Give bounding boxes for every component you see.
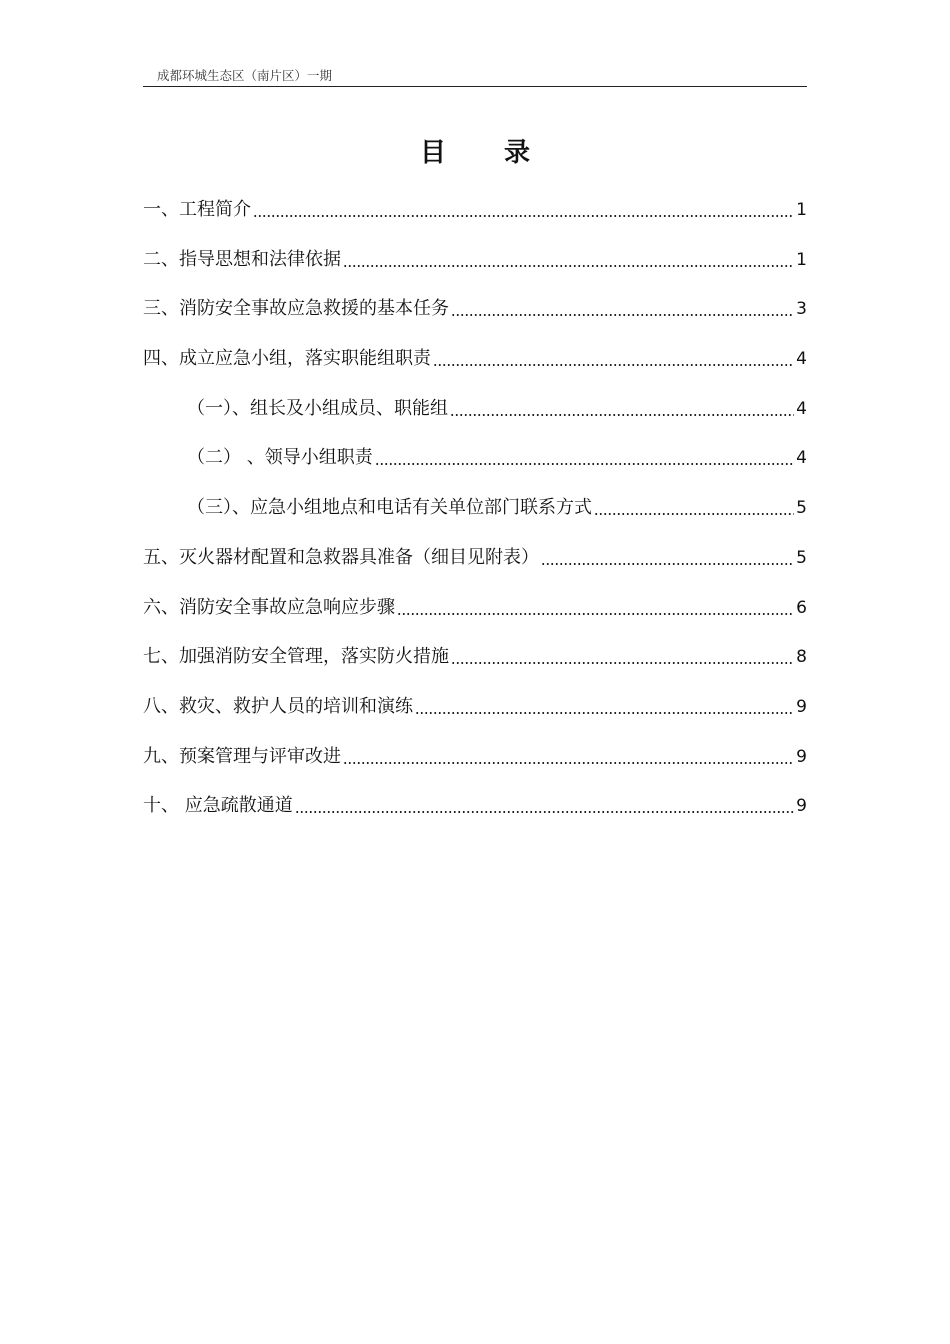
toc-entry[interactable] [143, 596, 807, 646]
toc-dot-leader [594, 496, 794, 516]
toc-dot-leader [433, 347, 794, 367]
toc-entry-page: 5 [796, 498, 807, 519]
toc-entry-label: 三、消防安全事故应急救援的基本任务 [143, 298, 449, 320]
toc-entry[interactable] [143, 745, 807, 795]
toc-entry[interactable] [143, 645, 807, 695]
toc-entry-label: 十、 应急疏散通道 [143, 795, 293, 817]
toc-dot-leader [253, 198, 794, 218]
toc-entry-label: （一）、组长及小组成员、职能组 [187, 397, 448, 419]
toc-entry[interactable] [143, 446, 807, 496]
header-text: 成都环城生态区（南片区）一期 [157, 68, 333, 83]
toc-entry-page: 4 [796, 398, 807, 419]
toc-entry[interactable] [143, 496, 807, 546]
page-header [143, 66, 807, 87]
toc-dot-leader [450, 397, 794, 417]
toc-entry-label: 七、加强消防安全管理，落实防火措施 [143, 646, 449, 668]
toc-entry-label: 六、消防安全事故应急响应步骤 [143, 596, 395, 618]
toc-entry[interactable] [143, 248, 807, 298]
toc-entry-page: 9 [796, 796, 807, 817]
toc-dot-leader [343, 745, 794, 765]
toc-dot-leader [541, 546, 794, 566]
toc-entry-page: 9 [796, 696, 807, 717]
toc-entry-page: 8 [796, 647, 807, 668]
toc-entry-page: 1 [796, 249, 807, 270]
toc-dot-leader [451, 297, 794, 317]
toc-entry-page: 1 [796, 200, 807, 220]
toc-entry[interactable] [143, 347, 807, 397]
toc-dot-leader [343, 248, 794, 268]
toc-title: 目录 [419, 138, 588, 168]
toc-entry-label: （三）、应急小组地点和电话有关单位部门联系方式 [187, 497, 592, 519]
toc-dot-leader [415, 695, 794, 715]
toc-entry-label: 一、工程简介 [143, 199, 251, 220]
toc-entry-label: 四、成立应急小组，落实职能组职责 [143, 348, 431, 370]
toc-entry-page: 3 [796, 299, 807, 320]
toc-entry[interactable] [143, 198, 807, 248]
toc-entry[interactable] [143, 794, 807, 844]
toc-entry-label: 八、救灾、救护人员的培训和演练 [143, 695, 413, 717]
toc-entry-page: 5 [796, 547, 807, 568]
toc-entry[interactable] [143, 297, 807, 347]
toc-dot-leader [375, 446, 794, 466]
toc-entry-label: 五、灭火器材配置和急救器具准备（细目见附表） [143, 546, 539, 568]
toc-entry-label: （二） 、领导小组职责 [187, 447, 373, 469]
toc-entry-page: 6 [796, 597, 807, 618]
toc-entry[interactable] [143, 695, 807, 745]
toc-dot-leader [397, 596, 794, 616]
toc-entry[interactable] [143, 397, 807, 447]
toc-entry-page: 4 [796, 448, 807, 469]
toc-entry-label: 二、指导思想和法律依据 [143, 248, 341, 270]
table-of-contents [143, 198, 807, 844]
toc-entry-page: 4 [796, 349, 807, 370]
toc-entry-label: 九、预案管理与评审改进 [143, 745, 341, 767]
toc-dot-leader [451, 645, 794, 665]
toc-dot-leader [295, 794, 794, 814]
toc-entry-page: 9 [796, 746, 807, 767]
toc-entry[interactable] [143, 546, 807, 596]
